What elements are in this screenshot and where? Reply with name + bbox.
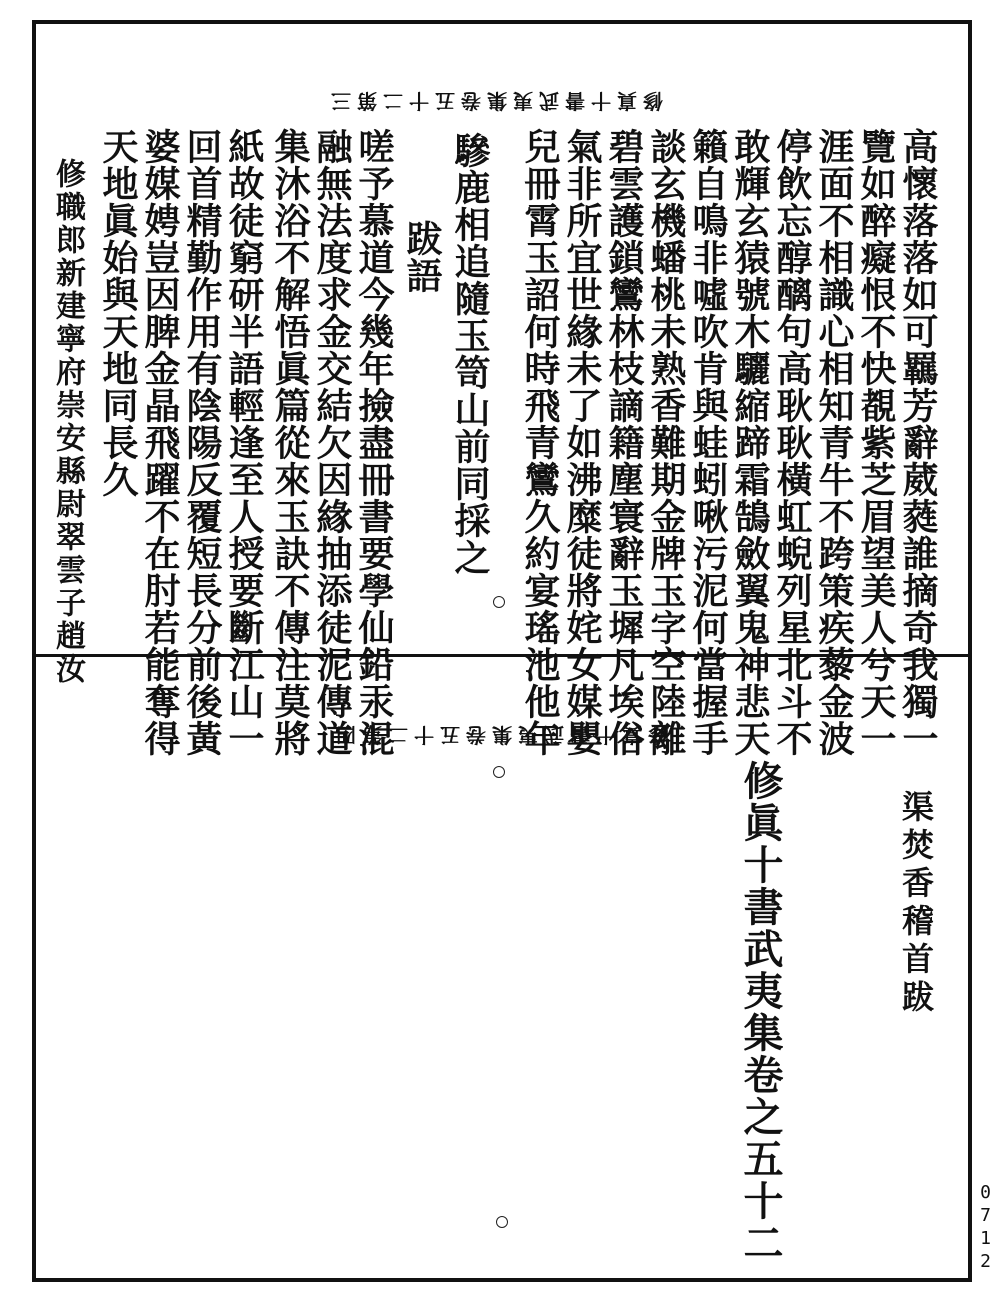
text-column: 婆媒娉豈因脾金晶飛躍不在肘若能奪得 — [139, 128, 181, 757]
page-mark-circle — [493, 766, 505, 778]
text-column: 碧雲護鎖鸞林枝謫籍塵寰辭玉墀凡埃俗 — [603, 128, 645, 757]
text-column: 回首精勤作用有陰陽反覆短長分前後黃 — [181, 128, 223, 757]
text-column: 敢輝玄猿號木驪縮蹄霜鵠斂翼鬼神悲天 — [729, 128, 771, 757]
volume-end-title: 修眞十書武夷集卷之五十二 — [737, 760, 784, 1264]
section-title: 跋語 — [401, 220, 443, 294]
text-column: 天地眞始與天地同長久 — [97, 128, 139, 498]
colophon-signature: 渠焚香稽首跋 — [897, 790, 935, 1018]
text-column: 氣非所宜世緣未了如沸糜徒將姹女媒嬰 — [561, 128, 603, 757]
text-column: 高懷落落如可羈芳辭葳蕤誰摘奇我獨一 — [897, 128, 939, 757]
page-mark-circle — [496, 1216, 508, 1228]
bottom-page-header: 修真十書武夷集卷五十二第四 — [330, 723, 668, 747]
text-column: 紙故徒窮研半語輕逢至人授要斷江山一 — [223, 128, 265, 757]
text-column: 兒冊霄玉詔何時飛青鸞久約宴瑤池他年 — [519, 128, 561, 757]
text-column: 覽如醉癡恨不快覩紫芝眉望美人兮天一 — [855, 128, 897, 757]
text-column: 融無法度求金交結欠因緣抽添徒泥傳道 — [311, 128, 353, 757]
text-column: 籟自鳴非噓吹肯與蛙蚓啾污泥何當握手 — [687, 128, 729, 757]
top-page-header: 修真十書武夷集卷五十二第三 — [325, 89, 663, 113]
text-column: 驂鹿相追隨玉笥山前同採之 — [449, 132, 491, 576]
text-column: 集沐浴不解悟眞篇從來玉訣不傳注莫將 — [269, 128, 311, 757]
page-mark-circle — [493, 596, 505, 608]
text-column: 涯面不相識心相知青牛不跨策疾藜金波 — [813, 128, 855, 757]
text-column: 停飲忘醇醨句高耿耿橫虹蜺列星北斗不 — [771, 128, 813, 757]
text-column: 談玄機蟠桃未熟香難期金牌玉字空陸離 — [645, 128, 687, 757]
page-number: 0712 — [975, 1182, 996, 1274]
signature-column: 修職郎新建寧府崇安縣尉翠雲子趙汝 — [50, 158, 85, 686]
text-column: 嗟予慕道今幾年撿盡冊書要學仙鉛汞混 — [353, 128, 395, 757]
